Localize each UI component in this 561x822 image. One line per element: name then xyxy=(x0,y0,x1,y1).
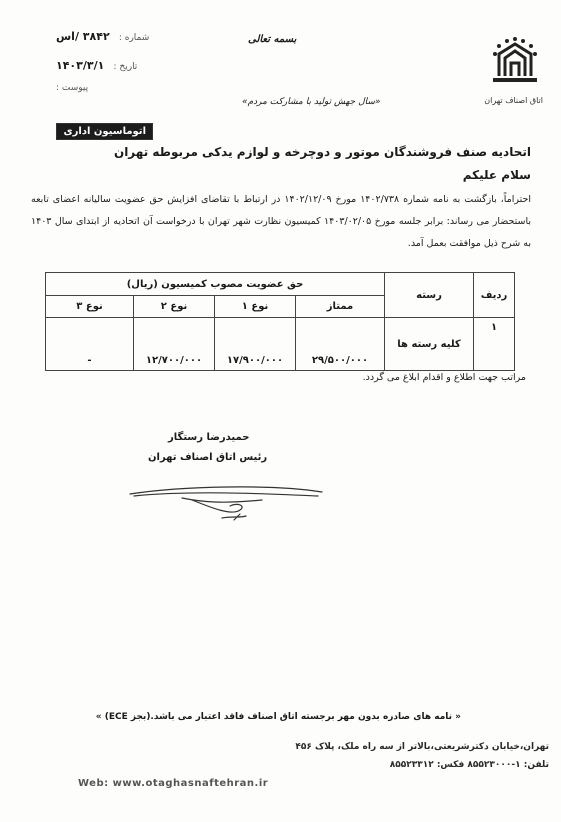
fee-cell: ۱۷/۹۰۰/۰۰۰ xyxy=(215,318,296,371)
footer-website: Web: www.otaghasnaftehran.ir xyxy=(78,778,269,789)
subheader-cell: نوع ۱ xyxy=(215,296,296,318)
subheader-cell: نوع ۳ xyxy=(46,296,134,318)
attachment-label: پیوست : xyxy=(56,83,89,93)
col-header-fee: حق عضویت مصوب کمیسیون (ریال) xyxy=(46,273,385,296)
logo-caption: اتاق اصناف تهران xyxy=(484,96,543,105)
number-value: ۳۸۴۲ /اس xyxy=(56,30,110,43)
footer-address: تهران،خیابان دکترشریعتی،بالاتر از سه راه ملک، پلاک ۴۵۶ xyxy=(295,742,549,752)
letter-date xyxy=(56,59,137,72)
number-label: شماره : xyxy=(118,33,150,43)
date-label: تاریخ : xyxy=(113,62,138,72)
fee-cell: ۲۹/۵۰۰/۰۰۰ xyxy=(296,318,385,371)
letter-body: احتراماً، بازگشت به نامه شماره ۱۴۰۲/۷۳۸ مورخ ۱۴۰۲/۱۲/۰۹ در ارتباط با تقاضای افزایش حق عضویت سالیانه اعضای تابعه باستحضار می رساند: برابر جلسه مورخ ۱۴۰۳/۰۲/۰۵ کمیسیون نظارت شهر تهران با درخواست آن اتحادیه از ابتدای سال ۱۴۰۳ به شرح ذیل موافقت بعمل آمد. xyxy=(31,194,531,249)
date-value: ۱۴۰۳/۳/۱ xyxy=(56,59,105,72)
year-motto: «سال جهش تولید با مشارکت مردم» xyxy=(242,97,381,107)
subheader-cell: ممتاز xyxy=(296,296,385,318)
row-number-cell: ۱ xyxy=(474,318,515,371)
office-automation-stamp: اتوماسیون اداری xyxy=(56,123,153,140)
fee-cell: ۱۲/۷۰۰/۰۰۰ xyxy=(134,318,215,371)
membership-fee-table xyxy=(45,272,515,371)
footer-phone-fax: تلفن: ۱-۸۵۵۲۳۰۰۰ فکس: ۸۵۵۲۳۳۱۲ xyxy=(389,760,549,770)
table-row xyxy=(46,318,515,371)
col-header-row: ردیف xyxy=(474,273,515,318)
col-header-category: رسته xyxy=(385,273,474,318)
signer-name: حمیدرضا رستگار xyxy=(168,432,250,443)
closing-line: مراتب جهت اطلاع و اقدام ابلاغ می گردد. xyxy=(362,372,526,383)
signer-title: رئیس اتاق اصناف تهران xyxy=(148,452,268,463)
tehran-guilds-chamber-logo xyxy=(491,36,539,90)
letter-attachment xyxy=(56,82,88,93)
subheader-cell: نوع ۲ xyxy=(134,296,215,318)
row-category-cell: کلیه رسته ها xyxy=(385,318,474,371)
recipient: اتحادیه صنف فروشندگان موتور و دوچرخه و لوازم یدکی مربوطه تهران xyxy=(113,145,531,159)
letter-number xyxy=(56,30,149,43)
validity-note: « نامه های صادره بدون مهر برجسته اتاق اصناف فاقد اعتبار می باشد.(بجز ECE) » xyxy=(95,712,461,722)
bismillah: بسمه تعالی xyxy=(248,34,297,45)
fee-cell: - xyxy=(46,318,134,371)
handwritten-signature xyxy=(122,472,332,532)
salutation: سلام علیکم xyxy=(462,168,531,182)
